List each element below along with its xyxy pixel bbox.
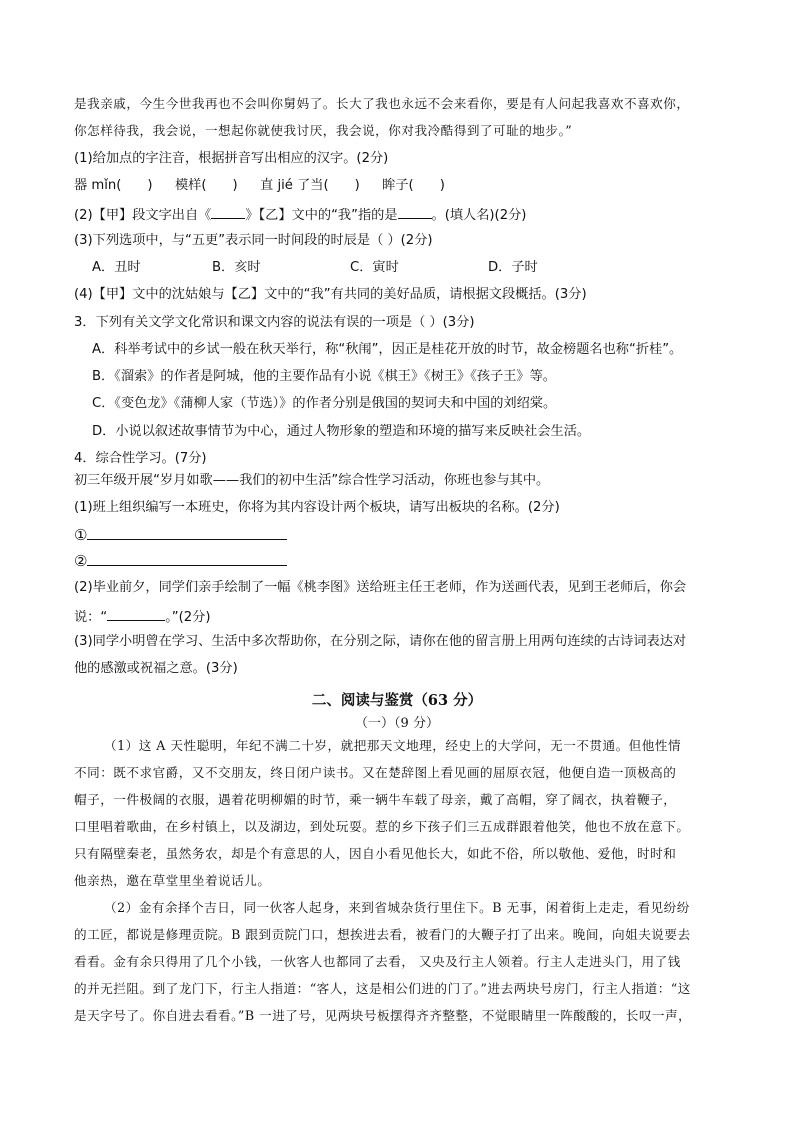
q2-part2-text: 。(填人名)(2分): [431, 208, 527, 223]
circled-number: ①: [74, 526, 88, 544]
q2-part1-items: [74, 177, 445, 195]
q3-option-d[interactable]: D．小说以叙述故事情节为中心，通过人物形象的塑造和环境的描写来反映社会生活。: [92, 424, 591, 439]
item-label: 眸子(: [382, 178, 414, 193]
q4-part2-line1: (2)毕业前夕，同学们亲手绘制了一幅《桃李图》送给班主任王老师，作为送画代表，见到王老师后，你会: [74, 580, 687, 595]
q2-part2-text: (2)【甲】段文字出自《: [74, 208, 212, 223]
option-c[interactable]: C．寅时: [350, 260, 399, 275]
q4-part2-line2: [74, 606, 211, 627]
reading-line: 不同：既不求官爵，又不交朋友，终日闭户读书。又在楚辞图上看见画的屈原衣冠，他便自造一顶极高的: [74, 765, 677, 780]
q2-part4: (4)【甲】文中的沈姑娘与【乙】文中的“我”有共同的美好品质，请根据文段概括。(3分): [74, 287, 587, 302]
option-d[interactable]: D．子时: [488, 260, 538, 275]
paren: ): [439, 178, 445, 193]
q4-answer-line-2: [74, 551, 287, 572]
reading-line: 口里唱着歌曲，在乡村镇上，以及湖边，到处玩耍。惹的乡下孩子们三五成群跟着他笑，他也不放在意下。: [74, 819, 690, 834]
option-b[interactable]: B．亥时: [212, 260, 261, 275]
q2-part3: (3)下列选项中，与“五更”表示同一时间段的时辰是（ ）(2分): [74, 233, 433, 248]
reading-line: 的并无拦阻。到了龙门下，行主人指道：“客人，这是相公们进的门了。”进去两块号房门，行主人指道：“这: [74, 981, 691, 996]
answer-blank[interactable]: [87, 525, 287, 540]
answer-blank[interactable]: [87, 551, 287, 566]
answer-blank[interactable]: [211, 204, 245, 219]
reading-line: 帽子，一件极阔的衣服，遇着花明柳媚的时节，乘一辆牛车载了母亲，戴了高帽，穿了阔衣，执着鞭子，: [74, 792, 677, 807]
circled-number: ②: [74, 552, 88, 570]
item-label: 模样(: [174, 178, 207, 193]
section-subtitle: （一）（9 分）: [355, 716, 439, 731]
q4-part2-text: 。”(2分): [165, 610, 211, 625]
paren: ): [232, 178, 238, 193]
reading-line: 看看。金有余只得用了几个小钱，一伙客人也都同了去看， 又央及行主人领着。行主人走进头门，用了钱: [74, 954, 681, 969]
paren: ): [147, 178, 153, 193]
reading-line: 只有隔壁秦老，虽然务农，却是个有意思的人，因自小看见他长大，如此不俗，所以敬他、爱他，时时和: [74, 846, 677, 861]
reading-line: 是天字号了。你自进去看看。”B 一进了号，见两块号板摆得齐齐整整，不觉眼睛里一阵酸酸的，长叹一声，: [74, 1008, 692, 1023]
option-a[interactable]: A．丑时: [92, 260, 141, 275]
reading-line: （1）这 A 天性聪明，年纪不满二十岁，就把那天文地理，经史上的大学问，无一不贯通。但他性情: [104, 738, 682, 753]
q4-part2-text: 说：“: [74, 610, 108, 625]
q2-part3-options: [92, 259, 568, 277]
q4-part1: (1)班上组织编写一本班史，你将为其内容设计两个板块，请写出板块的名称。(2分): [74, 500, 560, 515]
reading-line: （2）金有余择个吉日，同一伙客人起身，来到省城杂货行里住下。B 无事，闲着街上走走，看见纷纷: [104, 900, 690, 915]
q3-option-c[interactable]: C．《变色龙》《蒲柳人家（节选）》的作者分别是俄国的契诃夫和中国的刘绍棠。: [92, 396, 557, 411]
q4-answer-line-1: [74, 525, 287, 546]
q2-part2: [74, 204, 526, 225]
q3-option-a[interactable]: A．科举考试中的乡试一般在秋天举行，称“秋闱”，因正是桂花开放的时节，故金榜题名也称“折桂”。: [92, 342, 683, 357]
paren: ): [354, 178, 360, 193]
passage-line: 你怎样待我，我会说，一想起你就使我讨厌，我会说，你对我冷酷得到了可耻的地步。”: [74, 123, 573, 138]
q2-part2-text: 》【乙】文中的“我”指的是: [245, 208, 398, 223]
item-label: 直 jié 了当(: [260, 178, 329, 193]
q3-option-b[interactable]: B．《溜索》的作者是阿城，他的主要作品有小说《棋王》《树王》《孩子王》等。: [92, 369, 556, 384]
q4-intro: 初三年级开展“岁月如歌——我们的初中生活”综合性学习活动，你班也参与其中。: [74, 473, 550, 488]
answer-blank[interactable]: [398, 204, 432, 219]
passage-line: 是我亲戚，今生今世我再也不会叫你舅妈了。长大了我也永远不会来看你，要是有人问起我喜欢不喜欢你，: [74, 96, 690, 111]
section-title: 二、阅读与鉴赏（63 分）: [311, 692, 483, 709]
answer-blank[interactable]: [107, 606, 165, 621]
q2-part1: (1)给加点的字注音，根据拼音写出相应的汉字。(2分): [74, 151, 389, 166]
q3-stem: 3．下列有关文学文化常识和课文内容的说法有误的一项是（ ）(3分): [74, 315, 475, 330]
reading-line: 的工匠，都说是修理贡院。B 跟到贡院门口，想挨进去看，被看门的大鞭子打了出来。晚间，向姐夫说要去: [74, 927, 691, 942]
q4-part3-line1: (3)同学小明曾在学习、生活中多次帮助你，在分别之际，请你在他的留言册上用两句连续的古诗词表达对: [74, 634, 687, 649]
item-label: 器 mǐn(: [74, 178, 122, 193]
q4-part3-line2: 他的感激或祝福之意。(3分): [74, 661, 238, 676]
q4-stem: 4．综合性学习。(7分): [74, 451, 207, 466]
reading-line: 他亲热，邀在草堂里坐着说话儿。: [74, 873, 271, 888]
